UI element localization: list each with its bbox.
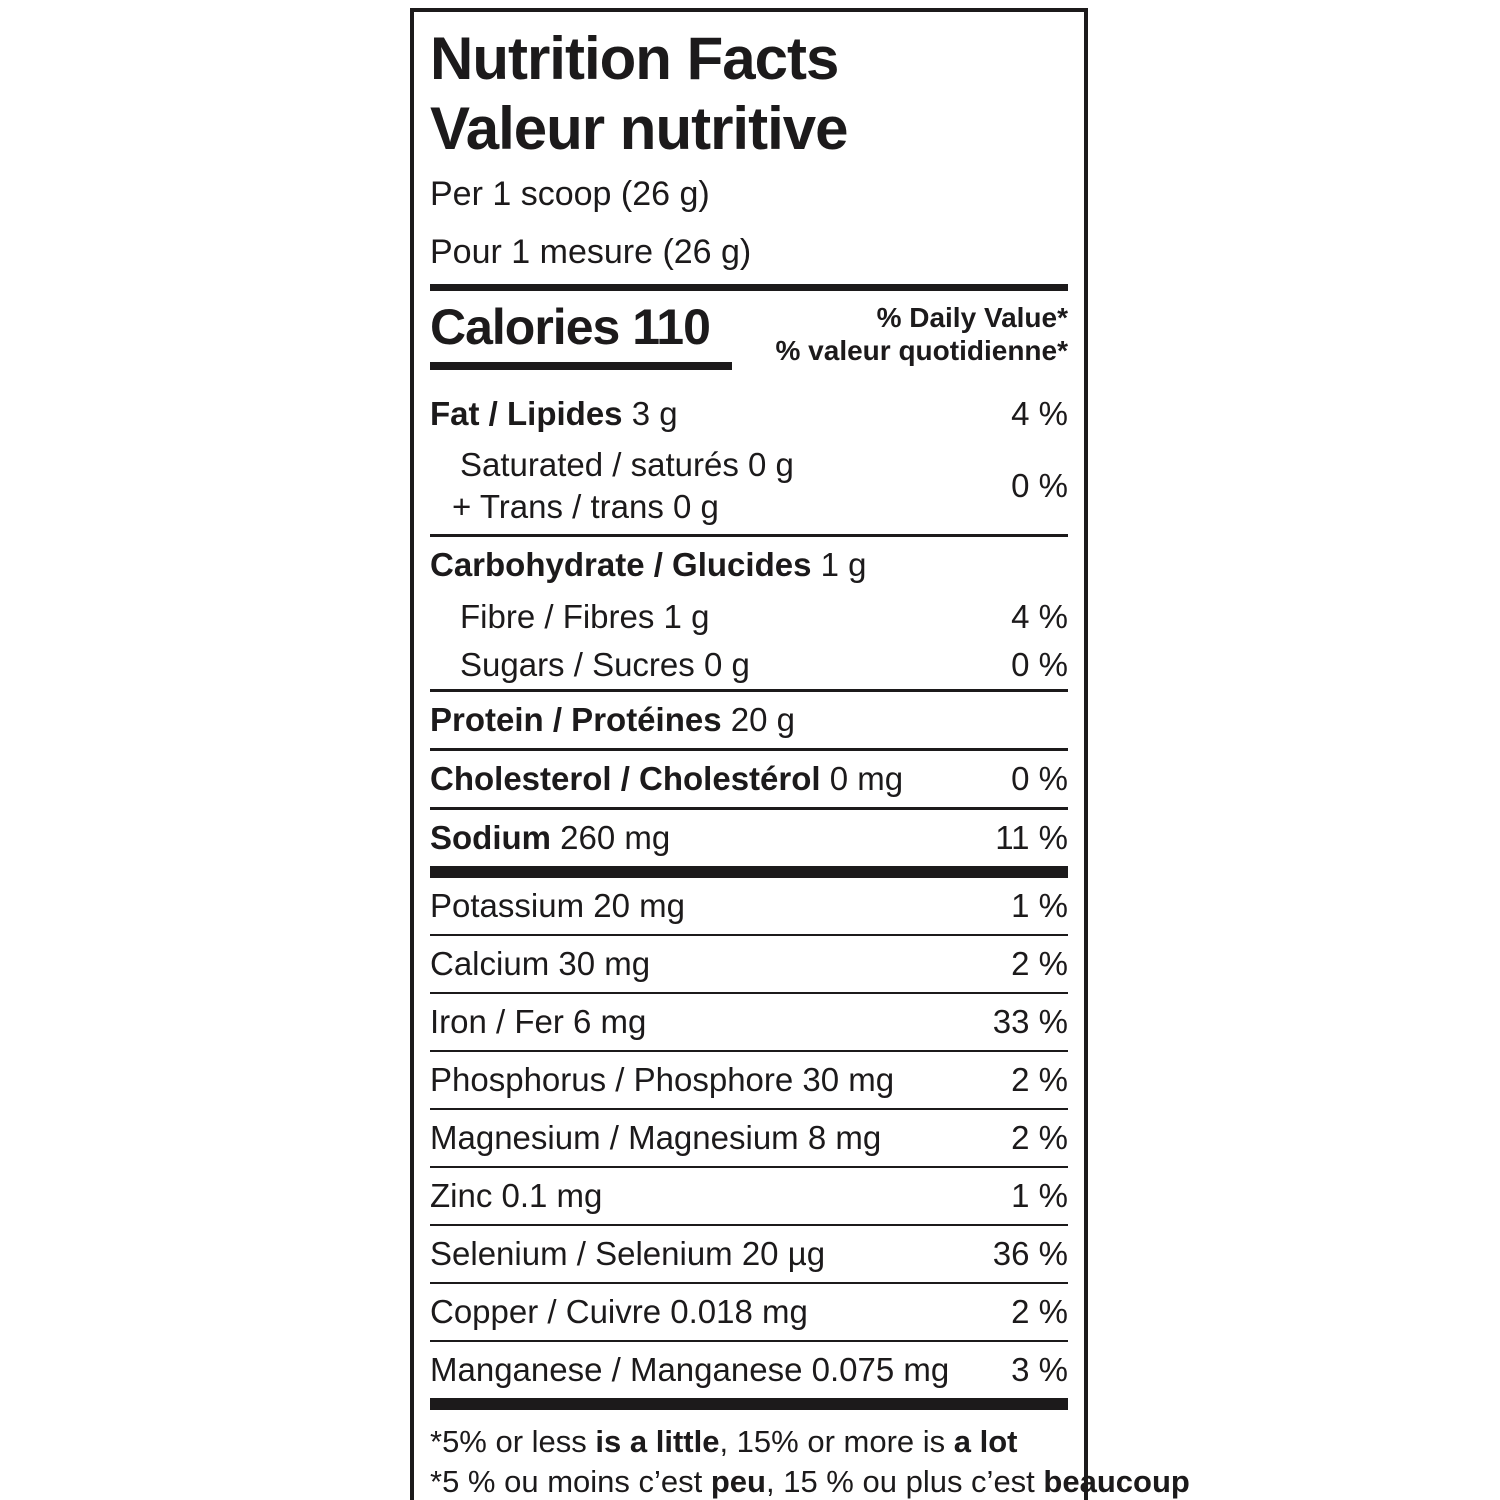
title-french: Valeur nutritive [430,95,848,162]
row-zinc [430,1168,1068,1224]
sodium-dv: 11 % [995,819,1068,856]
row-sodium [430,810,1068,866]
calcium-dv: 2 % [1011,945,1068,982]
phosphorus-dv: 2 % [1011,1061,1068,1098]
protein-name: Protein / Protéines 20 g [430,701,795,738]
zinc-name: Zinc 0.1 mg [430,1177,603,1214]
calories-section [430,291,1068,386]
sugars-name: Sugars / Sucres 0 g [460,646,750,683]
trans-name: + Trans / trans 0 g [452,488,719,525]
sugars-dv: 0 % [1011,646,1068,683]
row-magnesium [430,1110,1068,1166]
magnesium-name: Magnesium / Magnesium 8 mg [430,1119,882,1156]
sodium-minerals-divider [430,866,1068,878]
row-selenium [430,1226,1068,1282]
daily-value-header [776,299,1069,367]
fat-dv: 4 % [1011,395,1068,432]
row-carbohydrate [430,537,1068,593]
nutrition-facts-label [410,8,1190,1500]
sodium-name: Sodium 260 mg [430,819,671,856]
carbohydrate-name: Carbohydrate / Glucides 1 g [430,546,867,583]
calories-line [430,299,732,355]
daily-value-header-english: % Daily Value* [876,302,1068,333]
fibre-name: Fibre / Fibres 1 g [460,598,710,635]
label-header [430,12,1068,274]
saturated-trans-names [430,444,794,528]
row-iron [430,994,1068,1050]
iron-dv: 33 % [992,1003,1068,1040]
iron-name: Iron / Fer 6 mg [430,1003,647,1040]
potassium-dv: 1 % [1011,887,1068,924]
row-cholesterol [430,751,1068,807]
calories-block [430,299,732,370]
row-calcium [430,936,1068,992]
row-potassium [430,878,1068,934]
row-manganese [430,1342,1068,1398]
saturated-trans-dv: 0 % [1011,467,1068,504]
row-saturated-trans [430,442,1068,534]
cholesterol-dv: 0 % [1011,760,1068,797]
selenium-dv: 36 % [992,1235,1068,1272]
serving-size-english: Per 1 scoop (26 g) [430,175,710,213]
calcium-name: Calcium 30 mg [430,945,651,982]
row-phosphorus [430,1052,1068,1108]
footnote [430,1410,1190,1500]
daily-value-header-french: % valeur quotidienne* [775,335,1068,366]
row-fibre [430,593,1068,641]
potassium-name: Potassium 20 mg [430,887,685,924]
zinc-dv: 1 % [1011,1177,1068,1214]
calories-underline [430,362,732,370]
footnote-english: *5% or less is a little, 15% or more is a lot [430,1424,1018,1459]
row-fat [430,386,1068,442]
row-copper [430,1284,1068,1340]
copper-dv: 2 % [1011,1293,1068,1330]
calories-label: Calories [430,299,620,355]
footnote-french: *5 % ou moins c’est peu, 15 % ou plus c’est beaucoup [430,1464,1190,1499]
manganese-name: Manganese / Manganese 0.075 mg [430,1351,950,1388]
title-english: Nutrition Facts [430,25,839,92]
serving-size-french: Pour 1 mesure (26 g) [430,233,752,271]
header-divider [430,284,1068,291]
fat-name: Fat / Lipides 3 g [430,395,678,432]
footnote-divider [430,1398,1068,1410]
cholesterol-name: Cholesterol / Cholestérol 0 mg [430,760,904,797]
calories-value: 110 [632,299,710,355]
manganese-dv: 3 % [1011,1351,1068,1388]
fibre-dv: 4 % [1011,598,1068,635]
row-sugars [430,641,1068,689]
saturated-name: Saturated / saturés 0 g [460,446,794,483]
copper-name: Copper / Cuivre 0.018 mg [430,1293,808,1330]
row-protein [430,692,1068,748]
selenium-name: Selenium / Selenium 20 µg [430,1235,826,1272]
magnesium-dv: 2 % [1011,1119,1068,1156]
phosphorus-name: Phosphorus / Phosphore 30 mg [430,1061,895,1098]
